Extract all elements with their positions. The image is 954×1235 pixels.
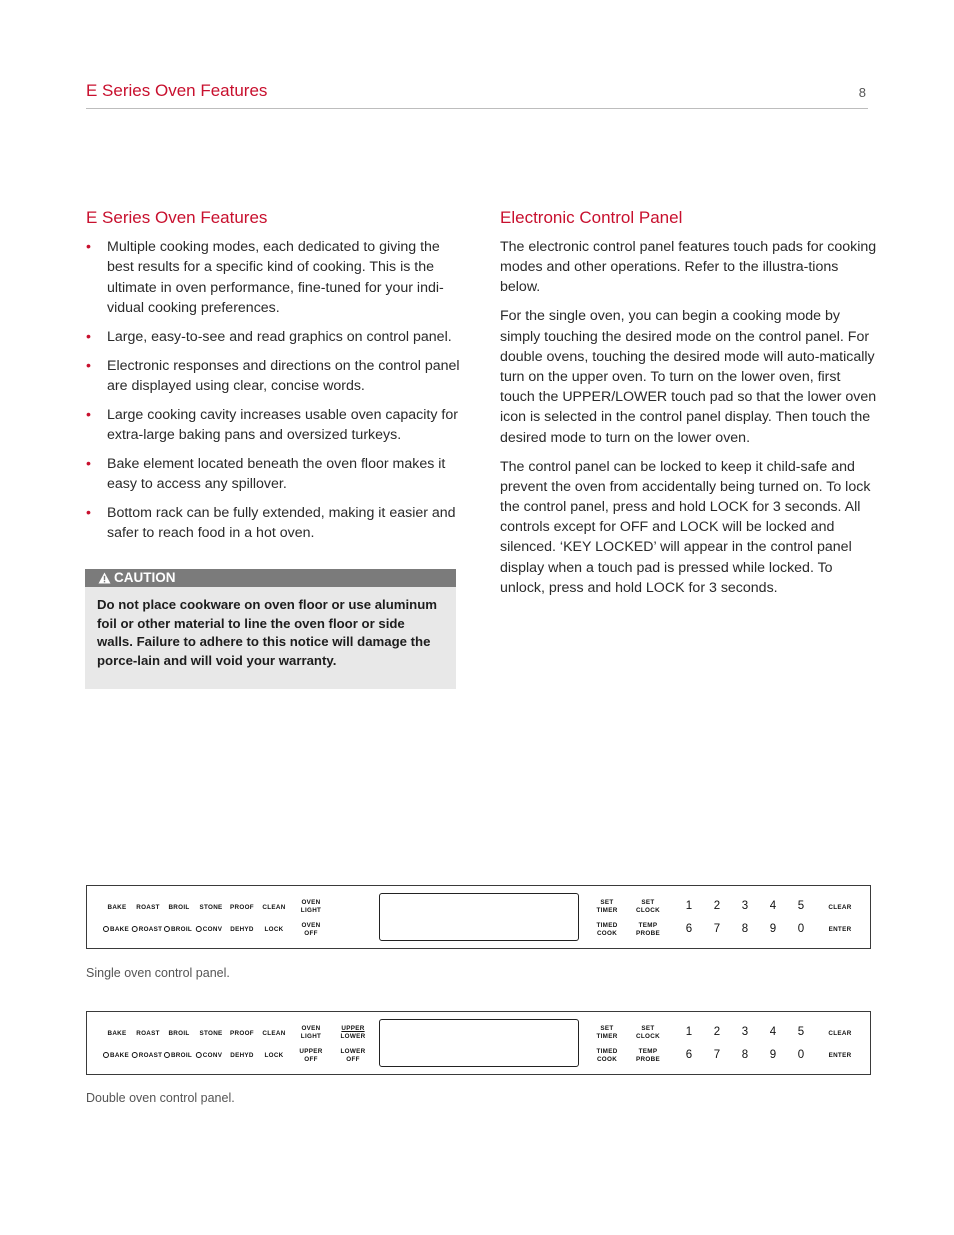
single-key-6[interactable]: 6 bbox=[685, 923, 693, 935]
double-key-3[interactable]: 3 bbox=[741, 1026, 749, 1038]
convection-icon bbox=[196, 1052, 202, 1058]
double-key-8[interactable]: 8 bbox=[741, 1049, 749, 1061]
single-oven-panel bbox=[86, 885, 871, 949]
single-key-9[interactable]: 9 bbox=[769, 923, 777, 935]
convection-icon bbox=[103, 926, 109, 932]
double-conv-roast-pad[interactable]: ROAST bbox=[132, 1052, 163, 1060]
convection-icon bbox=[196, 926, 202, 932]
bullet-text: Bottom rack can be fully extended, making it easier and safer to reach food in a hot oven. bbox=[107, 504, 456, 542]
single-broil-pad[interactable]: BROIL bbox=[168, 904, 190, 911]
header-divider bbox=[86, 108, 868, 109]
single-key-5[interactable]: 5 bbox=[797, 900, 805, 912]
double-timed-cook-pad[interactable]: TIMED COOK bbox=[596, 1048, 618, 1063]
list-item bbox=[86, 237, 461, 319]
single-panel-caption: Single oven control panel. bbox=[86, 966, 230, 980]
double-stone-pad[interactable]: STONE bbox=[199, 1030, 223, 1037]
single-roast-pad[interactable]: ROAST bbox=[136, 904, 160, 911]
single-enter-pad[interactable]: ENTER bbox=[828, 926, 852, 933]
double-key-5[interactable]: 5 bbox=[797, 1026, 805, 1038]
caution-box bbox=[85, 569, 456, 689]
control-panel-title: Electronic Control Panel bbox=[500, 208, 683, 227]
paragraph: The control panel can be locked to keep it child-safe and prevent the oven from accidentally being turned on. To lock the control panel, press and hold LOCK for 3 seconds. All controls except for OFF and LOCK will be locked and silenced. ‘KEY LOCKED’ will appear in the control panel display when a touch pad is pressed while locked. To unlock, press and hold LOCK for 3 seconds. bbox=[500, 458, 871, 596]
convection-icon bbox=[164, 1052, 170, 1058]
list-item bbox=[86, 327, 461, 347]
caution-header bbox=[85, 569, 456, 587]
double-broil-pad[interactable]: BROIL bbox=[168, 1030, 190, 1037]
paragraph: For the single oven, you can begin a cooking mode by simply touching the desired mode on the control panel. For double ovens, touching the desired mode will auto-matically turn on the upper oven. To turn on the lower oven, first touch the UPPER/LOWER touch pad so that the lower oven icon is selected in the control panel display. Then touch the desired mode to turn on the lower oven. bbox=[500, 308, 877, 446]
single-set-clock-pad[interactable]: SET CLOCK bbox=[636, 899, 660, 914]
double-dehyd-pad[interactable]: DEHYD bbox=[230, 1052, 254, 1059]
single-lock-pad[interactable]: LOCK bbox=[264, 926, 284, 933]
double-set-timer-pad[interactable]: SET TIMER bbox=[596, 1025, 618, 1040]
single-temp-probe-pad[interactable]: TEMP PROBE bbox=[636, 922, 660, 937]
page-header-title: E Series Oven Features bbox=[86, 81, 268, 100]
convection-icon bbox=[103, 1052, 109, 1058]
single-key-7[interactable]: 7 bbox=[713, 923, 721, 935]
list-item bbox=[86, 356, 461, 397]
single-conv-pad[interactable]: CONV bbox=[196, 926, 222, 934]
bullet-text: Large, easy-to-see and read graphics on control panel. bbox=[107, 328, 452, 345]
double-roast-pad[interactable]: ROAST bbox=[136, 1030, 160, 1037]
double-key-1[interactable]: 1 bbox=[685, 1026, 693, 1038]
single-bake-pad[interactable]: BAKE bbox=[107, 904, 127, 911]
list-item bbox=[86, 503, 461, 544]
double-enter-pad[interactable]: ENTER bbox=[828, 1052, 852, 1059]
bullet-icon: • bbox=[86, 239, 91, 255]
single-dehyd-pad[interactable]: DEHYD bbox=[230, 926, 254, 933]
double-key-6[interactable]: 6 bbox=[685, 1049, 693, 1061]
convection-icon bbox=[132, 926, 138, 932]
bullet-text: Electronic responses and directions on the control panel are displayed using clear, concise words. bbox=[107, 357, 460, 395]
bullet-text: Bake element located beneath the oven floor makes it easy to access any spillover. bbox=[107, 455, 446, 493]
single-key-3[interactable]: 3 bbox=[741, 900, 749, 912]
features-list bbox=[86, 237, 461, 552]
page-number: 8 bbox=[858, 85, 866, 100]
double-proof-pad[interactable]: PROOF bbox=[230, 1030, 254, 1037]
caution-text: Do not place cookware on oven floor or use aluminum foil or other material to line the oven floor or side walls. Failure to adhere to this notice will damage the porce-lain and will void your warranty. bbox=[97, 597, 437, 669]
double-lock-pad[interactable]: LOCK bbox=[264, 1052, 284, 1059]
bullet-icon: • bbox=[86, 328, 91, 345]
double-key-2[interactable]: 2 bbox=[713, 1026, 721, 1038]
double-bake-pad[interactable]: BAKE bbox=[107, 1030, 127, 1037]
bullet-icon: • bbox=[86, 504, 91, 521]
warning-icon bbox=[98, 572, 111, 584]
single-stone-pad[interactable]: STONE bbox=[199, 904, 223, 911]
single-conv-broil-pad[interactable]: BROIL bbox=[164, 926, 192, 934]
double-upper-off-pad[interactable]: UPPER OFF bbox=[299, 1048, 323, 1063]
list-item bbox=[86, 405, 461, 446]
single-proof-pad[interactable]: PROOF bbox=[230, 904, 254, 911]
double-set-clock-pad[interactable]: SET CLOCK bbox=[636, 1025, 660, 1040]
double-oven-panel bbox=[86, 1011, 871, 1075]
double-clear-pad[interactable]: CLEAR bbox=[828, 1030, 852, 1037]
single-key-4[interactable]: 4 bbox=[769, 900, 777, 912]
double-clean-pad[interactable]: CLEAN bbox=[262, 1030, 286, 1037]
bullet-text: Large cooking cavity increases usable oven capacity for extra-large baking pans and oversized turkeys. bbox=[107, 406, 458, 444]
double-conv-pad[interactable]: CONV bbox=[196, 1052, 222, 1060]
paragraph: The electronic control panel features touch pads for cooking modes and other operations. Refer to the illustra-tions below. bbox=[500, 239, 877, 296]
double-key-9[interactable]: 9 bbox=[769, 1049, 777, 1061]
single-conv-roast-pad[interactable]: ROAST bbox=[132, 926, 163, 934]
single-display-screen bbox=[379, 893, 579, 941]
double-conv-bake-pad[interactable]: BAKE bbox=[103, 1052, 129, 1060]
single-timed-cook-pad[interactable]: TIMED COOK bbox=[596, 922, 618, 937]
bullet-icon: • bbox=[86, 455, 91, 472]
double-key-4[interactable]: 4 bbox=[769, 1026, 777, 1038]
single-key-1[interactable]: 1 bbox=[685, 900, 693, 912]
single-oven-off-pad[interactable]: OVEN OFF bbox=[301, 922, 321, 937]
bullet-icon: • bbox=[86, 357, 91, 374]
double-panel-caption: Double oven control panel. bbox=[86, 1091, 235, 1105]
list-item bbox=[86, 454, 461, 495]
double-temp-probe-pad[interactable]: TEMP PROBE bbox=[636, 1048, 660, 1063]
single-set-timer-pad[interactable]: SET TIMER bbox=[596, 899, 618, 914]
double-conv-broil-pad[interactable]: BROIL bbox=[164, 1052, 192, 1060]
double-key-0[interactable]: 0 bbox=[797, 1049, 805, 1061]
single-conv-bake-pad[interactable]: BAKE bbox=[103, 926, 129, 934]
single-key-0[interactable]: 0 bbox=[797, 923, 805, 935]
double-display-screen bbox=[379, 1019, 579, 1067]
caution-label: CAUTION bbox=[114, 570, 176, 585]
single-key-2[interactable]: 2 bbox=[713, 900, 721, 912]
convection-icon bbox=[164, 926, 170, 932]
bullet-icon: • bbox=[86, 406, 91, 423]
bullet-text: Multiple cooking modes, each dedicated to giving the best results for a specific kind of cooking. This is the ultimate in oven performance, fine-tuned for your indi-vidual cooking preferences. bbox=[107, 239, 444, 317]
single-key-8[interactable]: 8 bbox=[741, 923, 749, 935]
double-upper-lower-pad[interactable]: UPPER LOWER bbox=[340, 1025, 366, 1040]
double-lower-off-pad[interactable]: LOWER OFF bbox=[340, 1048, 366, 1063]
double-oven-light-pad[interactable]: OVEN LIGHT bbox=[300, 1025, 322, 1040]
single-oven-light-pad[interactable]: OVEN LIGHT bbox=[300, 899, 322, 914]
control-panel-text bbox=[500, 237, 878, 607]
single-clean-pad[interactable]: CLEAN bbox=[262, 904, 286, 911]
single-clear-pad[interactable]: CLEAR bbox=[828, 904, 852, 911]
features-title: E Series Oven Features bbox=[86, 208, 268, 227]
convection-icon bbox=[132, 1052, 138, 1058]
double-key-7[interactable]: 7 bbox=[713, 1049, 721, 1061]
